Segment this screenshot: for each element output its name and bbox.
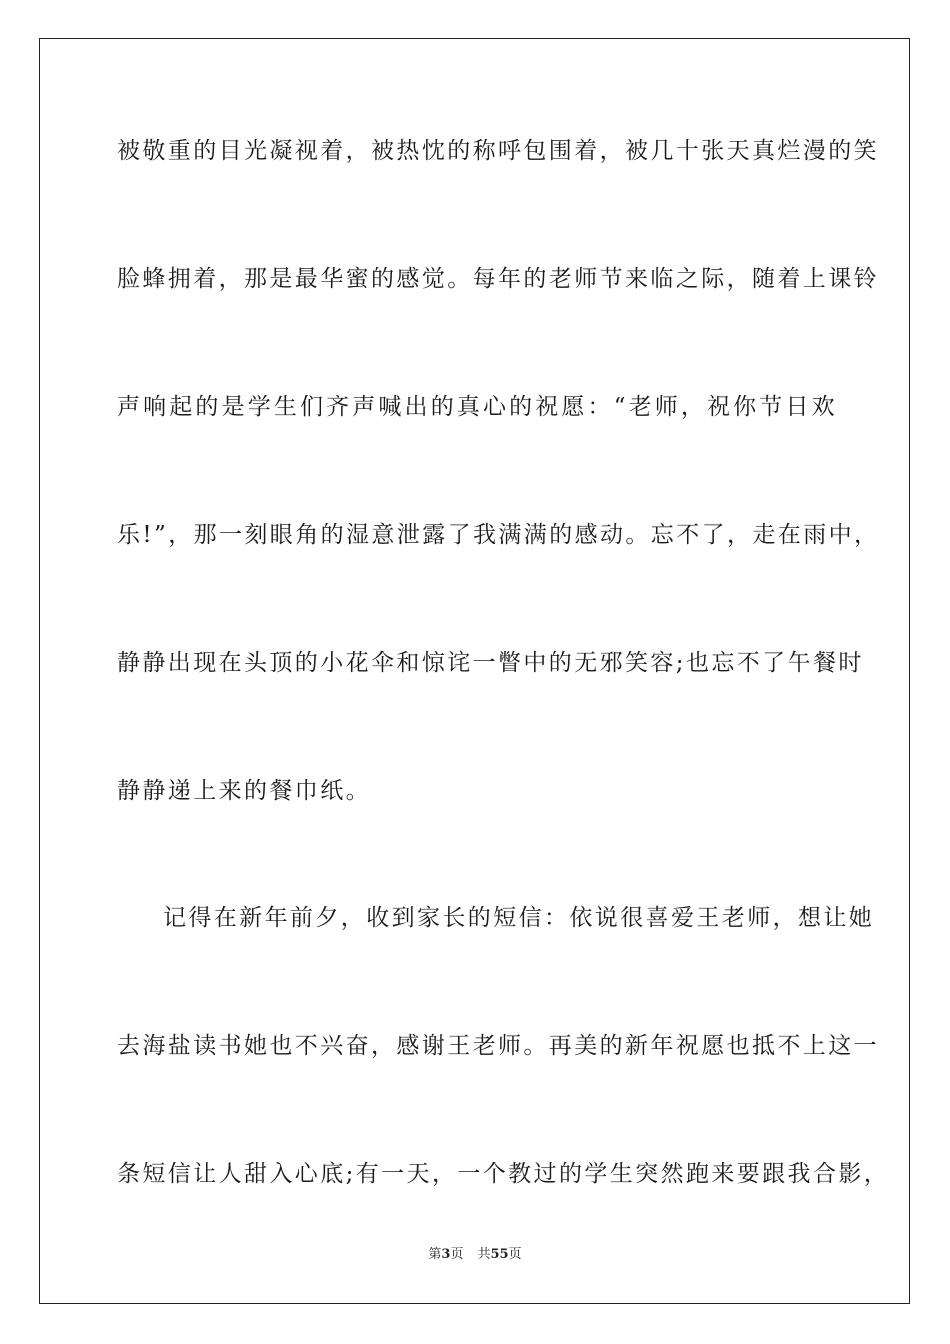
page-number: 3 [441,1247,451,1262]
text-line-4: 乐!”，那一刻眼角的湿意泄露了我满满的感动。忘不了，走在雨中， [117,522,880,548]
text-line-1: 被敬重的目光凝视着，被热忱的称呼包围着，被几十张天真烂漫的笑 [117,138,879,164]
total-suffix: 页 [508,1247,522,1262]
total-pages: 55 [490,1247,509,1262]
page-prefix: 第 [428,1247,442,1262]
text-line-3: 声响起的是学生们齐声喊出的真心的祝愿：“老师，祝你节日欢 [117,394,837,420]
text-line-7-paragraph-start: 记得在新年前夕，收到家长的短信：依说很喜爱王老师，想让她 [163,905,875,931]
page-footer [0,1246,950,1264]
text-line-8: 去海盐读书她也不兴奋，感谢王老师。再美的新年祝愿也抵不上这一 [117,1033,879,1059]
text-line-6: 静静递上来的餐巾纸。 [117,778,371,804]
text-line-5: 静静出现在头顶的小花伞和惊诧一瞥中的无邪笑容;也忘不了午餐时 [117,650,864,676]
page-suffix: 页 [450,1247,464,1262]
text-line-2: 脸蜂拥着，那是最华蜜的感觉。每年的老师节来临之际，随着上课铃 [117,266,879,292]
total-prefix: 共 [477,1247,491,1262]
text-line-9: 条短信让人甜入心底;有一天，一个教过的学生突然跑来要跟我合影， [117,1161,890,1187]
